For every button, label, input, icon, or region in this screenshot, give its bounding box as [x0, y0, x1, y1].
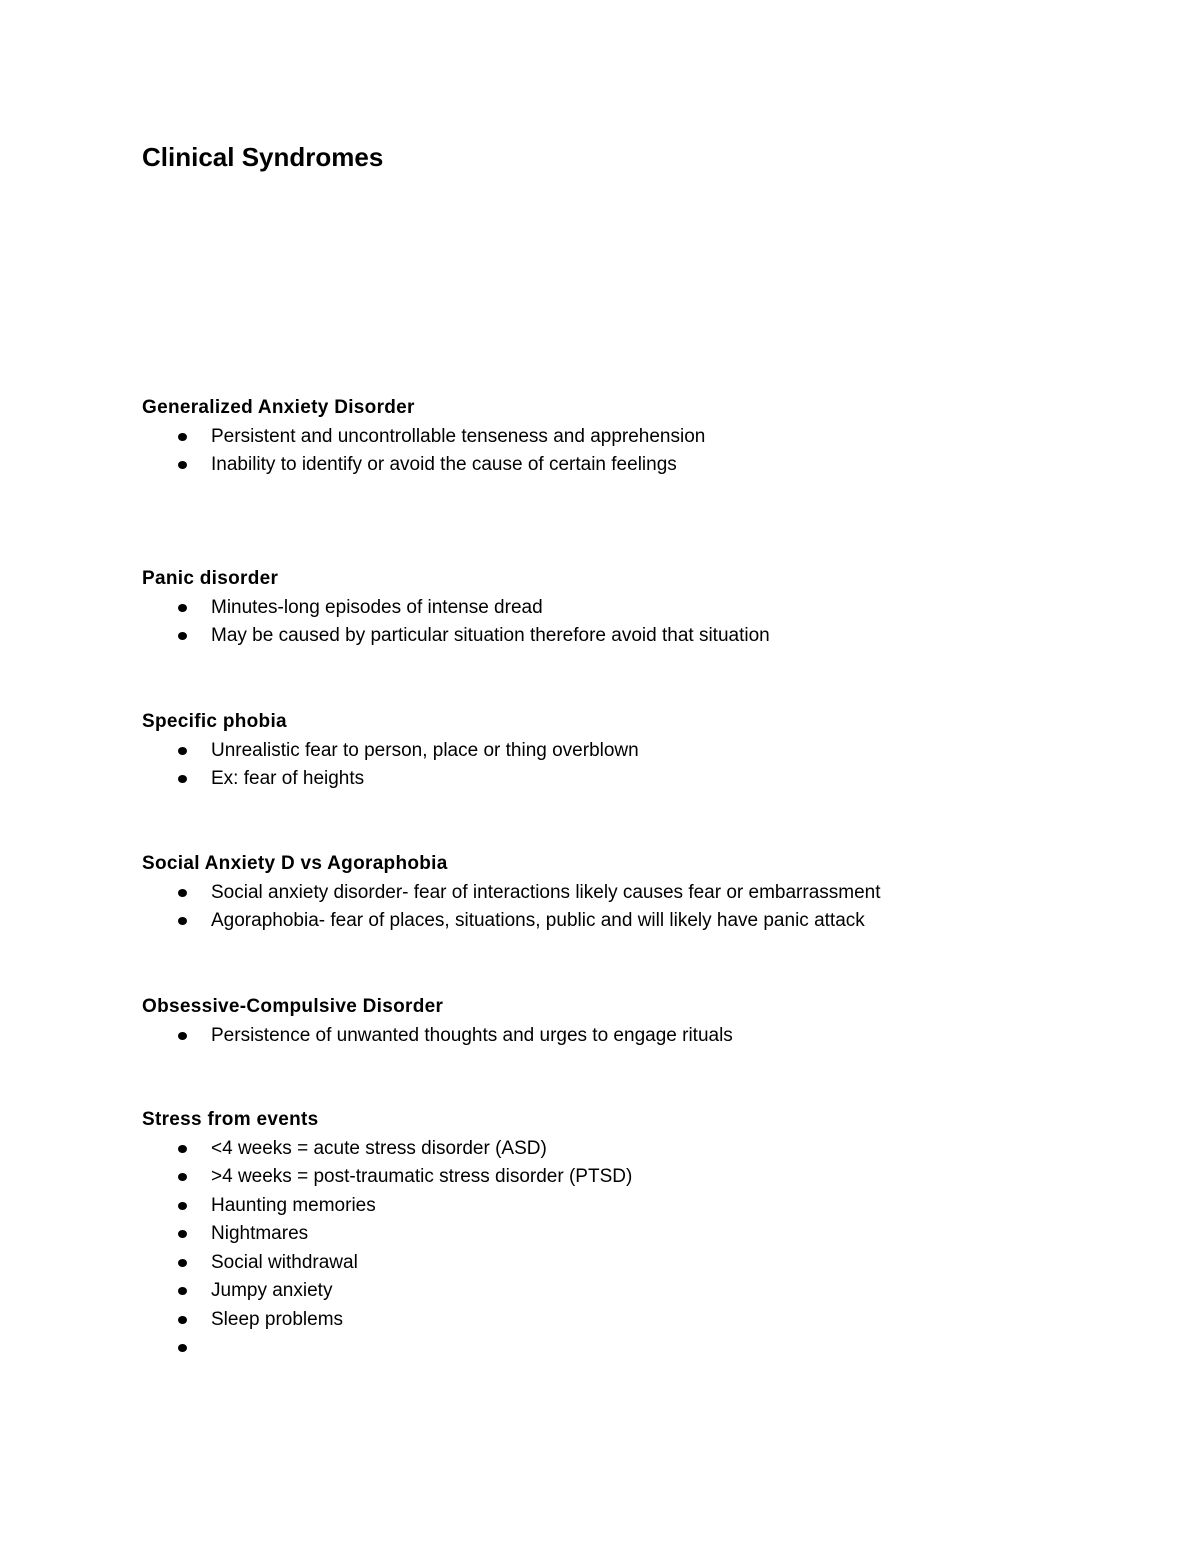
bullet-icon — [178, 1316, 187, 1324]
bullet-icon — [178, 889, 187, 897]
list-item-text: Social anxiety disorder- fear of interactions likely causes fear or embarrassment — [211, 881, 881, 903]
list-item — [142, 765, 1142, 794]
bullet-list — [142, 423, 1142, 480]
section-heading: Obsessive-Compulsive Disorder — [142, 996, 444, 1017]
list-item — [142, 1135, 1142, 1164]
bullet-icon — [178, 632, 187, 640]
list-item — [142, 879, 1142, 908]
bullet-list — [142, 737, 1142, 794]
list-item-text: >4 weeks = post-traumatic stress disorder (PTSD) — [211, 1166, 633, 1187]
list-item — [142, 1334, 1142, 1363]
bullet-list — [142, 1022, 1142, 1051]
bullet-icon — [178, 775, 187, 783]
section-social-anxiety-vs-agoraphobia — [142, 850, 1142, 936]
bullet-list — [142, 1135, 1142, 1363]
bullet-icon — [178, 1173, 187, 1181]
bullet-icon — [178, 1145, 187, 1153]
section-heading: Generalized Anxiety Disorder — [142, 397, 415, 418]
list-item — [142, 451, 1142, 480]
list-item — [142, 1220, 1142, 1249]
bullet-icon — [178, 917, 187, 925]
bullet-icon — [178, 1259, 187, 1267]
bullet-icon — [178, 1344, 187, 1352]
section-heading: Panic disorder — [142, 568, 279, 589]
section-panic-disorder — [142, 565, 1142, 651]
list-item-text: Inability to identify or avoid the cause of certain feelings — [211, 454, 677, 475]
list-item-text: Persistent and uncontrollable tenseness and apprehension — [211, 425, 706, 447]
section-stress-from-events — [142, 1106, 1142, 1363]
list-item — [142, 622, 1142, 651]
section-specific-phobia — [142, 708, 1142, 794]
bullet-icon — [178, 1230, 187, 1238]
section-heading: Social Anxiety D vs Agoraphobia — [142, 853, 448, 874]
bullet-list — [142, 594, 1142, 651]
list-item-text: <4 weeks = acute stress disorder (ASD) — [211, 1137, 547, 1159]
list-item-text: Unrealistic fear to person, place or thing overblown — [211, 739, 639, 761]
list-item — [142, 1022, 1142, 1051]
bullet-list — [142, 879, 1142, 936]
list-item-text: May be caused by particular situation therefore avoid that situation — [211, 625, 770, 646]
bullet-icon — [178, 1032, 187, 1040]
list-item-text: Minutes-long episodes of intense dread — [211, 596, 543, 618]
section-ocd — [142, 993, 1142, 1050]
list-item — [142, 1249, 1142, 1278]
list-item-text: Ex: fear of heights — [211, 768, 365, 789]
list-item-text: Jumpy anxiety — [211, 1280, 333, 1301]
bullet-icon — [178, 604, 187, 612]
list-item-text: Agoraphobia- fear of places, situations, public and will likely have panic attack — [211, 910, 865, 931]
bullet-icon — [178, 461, 187, 469]
list-item — [142, 1277, 1142, 1306]
list-item-text: Persistence of unwanted thoughts and urges to engage rituals — [211, 1024, 733, 1046]
list-item-text: Haunting memories — [211, 1194, 376, 1216]
list-item-text: Nightmares — [211, 1223, 309, 1244]
bullet-icon — [178, 747, 187, 755]
list-item-text: Sleep problems — [211, 1308, 344, 1330]
list-item-text: Social withdrawal — [211, 1251, 358, 1273]
list-item — [142, 594, 1142, 623]
document-title: Clinical Syndromes — [142, 142, 384, 172]
bullet-icon — [178, 1287, 187, 1295]
list-item — [142, 1306, 1142, 1335]
section-generalized-anxiety — [142, 394, 1142, 480]
section-heading: Specific phobia — [142, 711, 287, 732]
bullet-icon — [178, 1202, 187, 1210]
section-heading: Stress from events — [142, 1109, 319, 1130]
list-item — [142, 737, 1142, 766]
list-item — [142, 1163, 1142, 1192]
list-item — [142, 1192, 1142, 1221]
list-item — [142, 907, 1142, 936]
list-item — [142, 423, 1142, 452]
bullet-icon — [178, 433, 187, 441]
